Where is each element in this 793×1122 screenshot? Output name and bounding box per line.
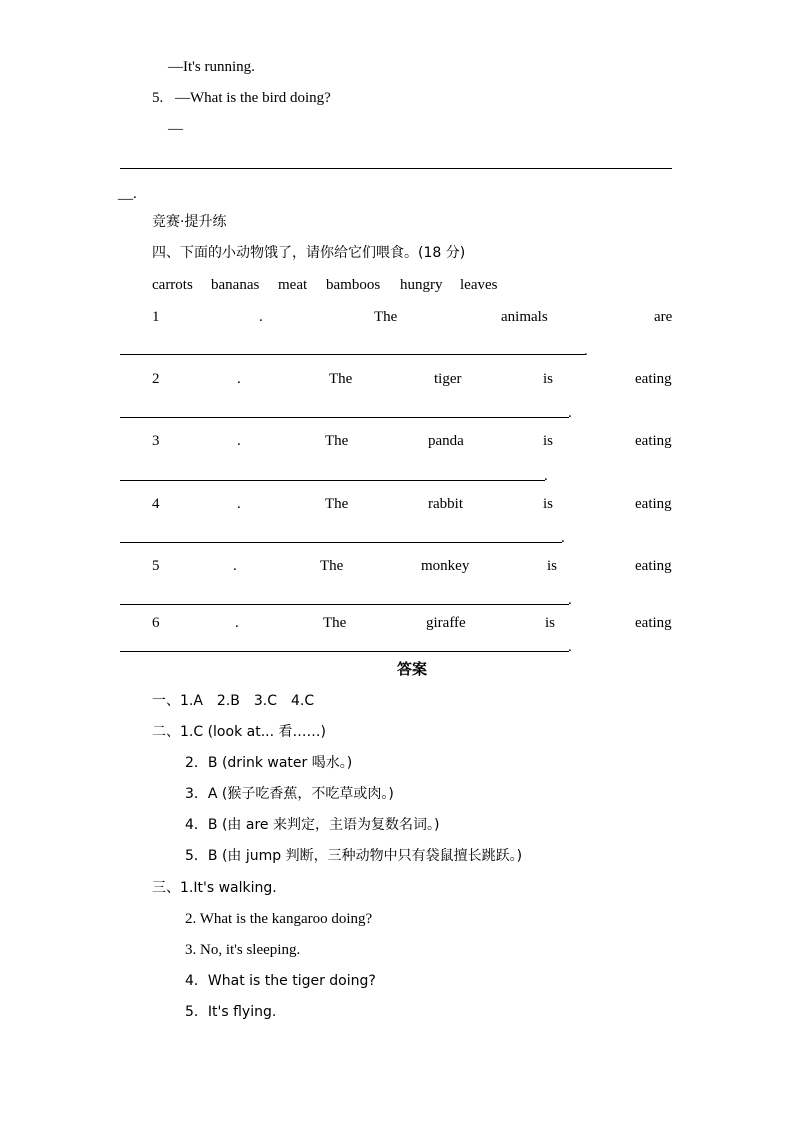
- item-word: eating: [635, 615, 672, 631]
- item-word: is: [545, 615, 556, 631]
- item-separator: .: [235, 615, 239, 631]
- item-separator: .: [233, 558, 237, 574]
- answers-part-2-line: 4．B (由 are 来判定，主语为复数名词。): [185, 817, 440, 833]
- answer-blank[interactable]: [120, 354, 585, 355]
- item-number: 3: [152, 433, 160, 449]
- answer-blank[interactable]: [120, 604, 569, 605]
- answers-part-1: 一、1.A 2.B 3.C 4.C: [152, 693, 315, 709]
- section-category: 竞赛·提升练: [152, 214, 227, 230]
- previous-q5-end: __.: [118, 186, 137, 202]
- item-word: is: [547, 558, 558, 574]
- item-word: eating: [635, 496, 672, 512]
- answer-blank[interactable]: [120, 417, 569, 418]
- item-number: 1: [152, 309, 160, 325]
- item-number: 4: [152, 496, 160, 512]
- item-word: The: [329, 371, 353, 387]
- answers-part-3-line: 4．What is the tiger doing?: [185, 973, 376, 989]
- item-word: The: [325, 496, 349, 512]
- item-word: The: [320, 558, 344, 574]
- item-word: is: [543, 371, 554, 387]
- item-number: 5: [152, 558, 160, 574]
- word-bank-item: carrots: [152, 277, 193, 293]
- item-word: The: [323, 615, 347, 631]
- item-word: eating: [635, 371, 672, 387]
- previous-answer-4: —It's running.: [168, 59, 255, 75]
- item-word: rabbit: [428, 496, 463, 512]
- item-word: tiger: [434, 371, 462, 387]
- section-heading: 四、下面的小动物饿了，请你给它们喂食。(18 分): [152, 245, 466, 261]
- item-word: eating: [635, 558, 672, 574]
- answer-blank[interactable]: [120, 651, 569, 652]
- previous-q5-question: —What is the bird doing?: [175, 90, 331, 106]
- item-word: The: [374, 309, 398, 325]
- word-bank-item: meat: [278, 277, 308, 293]
- item-word: animals: [501, 309, 548, 325]
- item-word: is: [543, 496, 554, 512]
- answers-part-3-line: 3. No, it's sleeping.: [185, 942, 301, 958]
- item-number: 6: [152, 615, 160, 631]
- end-mark: .: [584, 343, 588, 359]
- answers-part-2-line: 5．B (由 jump 判断，三种动物中只有袋鼠擅长跳跃。): [185, 848, 523, 864]
- item-word: The: [325, 433, 349, 449]
- item-separator: .: [237, 496, 241, 512]
- item-separator: .: [237, 433, 241, 449]
- answer-line: [120, 168, 672, 169]
- end-mark: .: [568, 405, 572, 421]
- item-number: 2: [152, 371, 160, 387]
- end-mark: .: [544, 468, 548, 484]
- answers-part-3-line: 三、1.It's walking.: [152, 880, 277, 896]
- word-bank-item: hungry: [400, 277, 443, 293]
- item-separator: .: [237, 371, 241, 387]
- answers-part-2-line: 二、1.C (look at... 看……): [152, 724, 326, 740]
- word-bank-item: bananas: [211, 277, 260, 293]
- answers-part-2-line: 2．B (drink water 喝水。): [185, 755, 353, 771]
- end-mark: .: [561, 530, 565, 546]
- previous-q5-dash: —: [168, 121, 183, 137]
- answers-part-3-line: 2. What is the kangaroo doing?: [185, 911, 373, 927]
- end-mark: .: [568, 639, 572, 655]
- item-separator: .: [259, 309, 263, 325]
- item-word: giraffe: [426, 615, 466, 631]
- answers-part-3-line: 5．It's flying.: [185, 1004, 277, 1020]
- previous-q5-number: 5.: [152, 90, 164, 106]
- item-word: are: [654, 309, 673, 325]
- answers-part-2-line: 3．A (猴子吃香蕉，不吃草或肉。): [185, 786, 394, 802]
- item-word: panda: [428, 433, 464, 449]
- item-word: is: [543, 433, 554, 449]
- answer-blank[interactable]: [120, 480, 545, 481]
- item-word: eating: [635, 433, 672, 449]
- word-bank-item: leaves: [460, 277, 498, 293]
- end-mark: .: [568, 592, 572, 608]
- word-bank-item: bamboos: [326, 277, 381, 293]
- answers-title: 答案: [397, 660, 428, 678]
- answer-blank[interactable]: [120, 542, 562, 543]
- item-word: monkey: [421, 558, 470, 574]
